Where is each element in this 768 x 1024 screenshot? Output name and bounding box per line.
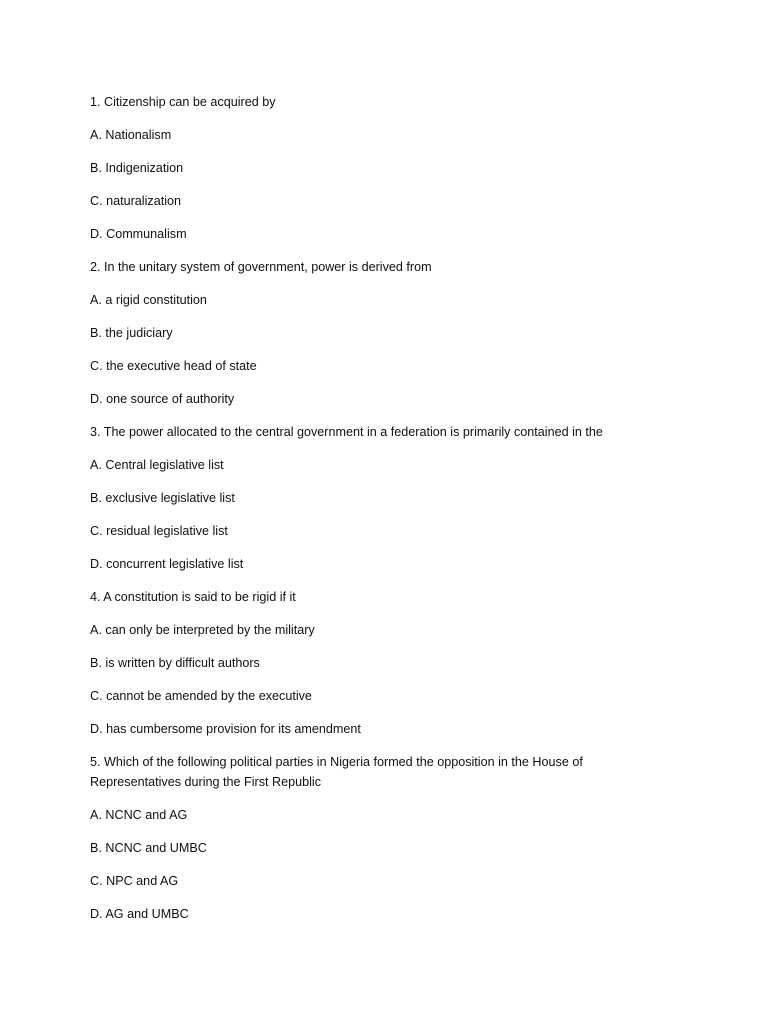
question-text: 2. In the unitary system of government, power is derived from xyxy=(90,260,432,274)
option-d: D. AG and UMBC xyxy=(90,907,189,921)
option-c: C. the executive head of state xyxy=(90,359,257,373)
question-5 xyxy=(90,752,650,924)
question-text: 1. Citizenship can be acquired by xyxy=(90,95,276,109)
option-b: B. exclusive legislative list xyxy=(90,491,235,505)
question-2 xyxy=(90,257,650,409)
question-text: 3. The power allocated to the central government in a federation is primarily contained in the xyxy=(90,425,603,439)
option-b: B. Indigenization xyxy=(90,161,184,175)
option-c: C. cannot be amended by the executive xyxy=(90,689,312,703)
question-1 xyxy=(90,92,650,244)
option-a: A. Central legislative list xyxy=(90,458,224,472)
option-b: B. NCNC and UMBC xyxy=(90,841,207,855)
option-d: D. has cumbersome provision for its amendment xyxy=(90,722,361,736)
question-text: 5. Which of the following political parties in Nigeria formed the opposition in the House of Representatives during the First Republic xyxy=(90,755,583,789)
question-3 xyxy=(90,422,650,574)
option-a: A. a rigid constitution xyxy=(90,293,207,307)
question-list xyxy=(90,92,650,937)
option-d: D. one source of authority xyxy=(90,392,235,406)
option-c: C. naturalization xyxy=(90,194,182,208)
option-c: C. NPC and AG xyxy=(90,874,179,888)
option-a: A. can only be interpreted by the military xyxy=(90,623,315,637)
option-d: D. Communalism xyxy=(90,227,187,241)
option-d: D. concurrent legislative list xyxy=(90,557,244,571)
question-4 xyxy=(90,587,650,739)
question-text: 4. A constitution is said to be rigid if it xyxy=(90,590,296,604)
option-b: B. the judiciary xyxy=(90,326,173,340)
option-c: C. residual legislative list xyxy=(90,524,228,538)
option-a: A. Nationalism xyxy=(90,128,172,142)
option-a: A. NCNC and AG xyxy=(90,808,188,822)
option-b: B. is written by difficult authors xyxy=(90,656,260,670)
